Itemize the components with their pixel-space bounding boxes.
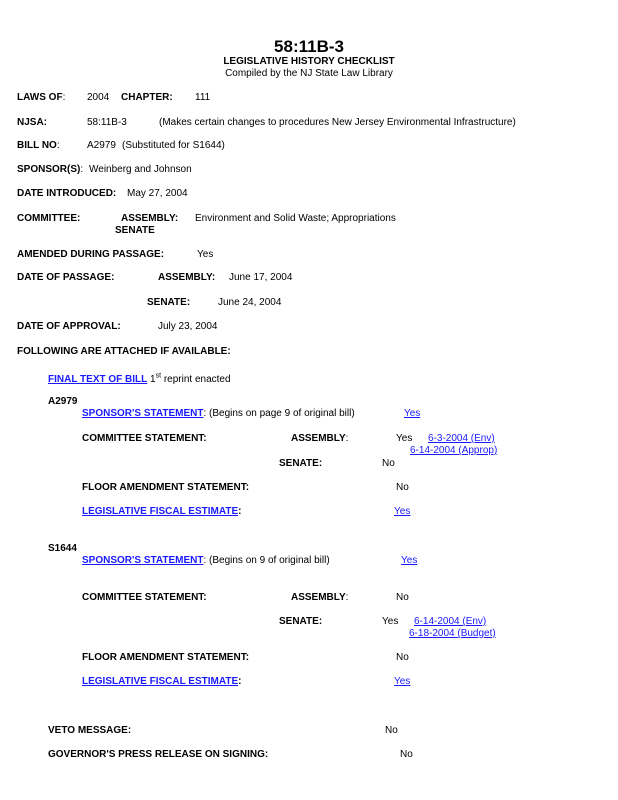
s1644-senate-link-env[interactable]: 6-14-2004 (Env) [414, 616, 487, 627]
passage-assembly-label: ASSEMBLY: [158, 272, 216, 283]
a2979-floor-value: No [396, 482, 409, 493]
date-of-passage-label: DATE OF PASSAGE: [17, 272, 115, 283]
press-release-label: GOVERNOR'S PRESS RELEASE ON SIGNING: [48, 749, 269, 760]
committee-label: COMMITTEE: [17, 213, 81, 224]
committee-assembly-label: ASSEMBLY: [121, 213, 179, 224]
a2979-sponsor-note: : (Begins on page 9 of original bill) [203, 408, 355, 419]
a2979-assembly-link-approp[interactable]: 6-14-2004 (Approp) [410, 445, 498, 456]
s1644-sponsor-row [82, 555, 330, 567]
final-text-ordinal: 1 [150, 374, 156, 385]
s1644-heading: S1644 [48, 543, 77, 554]
a2979-assembly-label: ASSEMBLY [291, 433, 346, 444]
njsa-value: 58:11B-3 [87, 117, 127, 128]
s1644-senate-value: Yes [382, 616, 399, 627]
laws-of-year: 2004 [87, 92, 110, 103]
a2979-sponsor-yes-link[interactable]: Yes [404, 408, 421, 419]
bill-no-label: BILL NO [17, 140, 57, 151]
a2979-assembly-link-env[interactable]: 6-3-2004 (Env) [428, 433, 495, 444]
a2979-heading: A2979 [48, 396, 78, 407]
njsa-description: (Makes certain changes to procedures New Jersey Environmental Infrastructure) [159, 117, 516, 128]
compiled-by: Compiled by the NJ State Law Library [225, 68, 393, 79]
veto-value: No [385, 725, 398, 736]
s1644-fiscal-colon: : [238, 676, 242, 687]
sponsors-row [17, 164, 83, 176]
s1644-sponsor-yes-link[interactable]: Yes [401, 555, 418, 566]
laws-of-colon: : [62, 92, 66, 103]
date-of-approval-label: DATE OF APPROVAL: [17, 321, 121, 332]
page-title: 58:11B-3 [274, 37, 344, 56]
s1644-fiscal-yes-link[interactable]: Yes [394, 676, 411, 687]
laws-of-label: LAWS OF [17, 92, 63, 103]
sponsors-value: Weinberg and Johnson [89, 164, 192, 175]
s1644-committee-label: COMMITTEE STATEMENT: [82, 592, 207, 603]
a2979-floor-label: FLOOR AMENDMENT STATEMENT: [82, 482, 250, 493]
press-release-value: No [400, 749, 413, 760]
s1644-floor-label: FLOOR AMENDMENT STATEMENT: [82, 652, 250, 663]
chapter-value: 111 [195, 92, 211, 103]
s1644-senate-link-budget[interactable]: 6-18-2004 (Budget) [409, 628, 496, 639]
a2979-assembly-value: Yes [396, 433, 413, 444]
passage-senate-label: SENATE: [147, 297, 191, 308]
passage-assembly-value: June 17, 2004 [229, 272, 293, 283]
a2979-senate-label: SENATE: [279, 458, 323, 469]
a2979-sponsor-statement-link[interactable]: SPONSOR'S STATEMENT [82, 408, 204, 419]
s1644-floor-value: No [396, 652, 409, 663]
chapter-label: CHAPTER: [121, 92, 173, 103]
final-text-rest: reprint enacted [161, 374, 231, 385]
s1644-senate-label: SENATE: [279, 616, 323, 627]
s1644-assembly-row [291, 592, 348, 604]
s1644-assembly-colon: : [345, 592, 349, 603]
bill-no-note: (Substituted for S1644) [122, 140, 225, 151]
a2979-sponsor-row [82, 408, 355, 420]
a2979-assembly-colon: : [345, 433, 349, 444]
final-text-ordinal-suffix: st [155, 372, 162, 380]
date-of-approval-value: July 23, 2004 [158, 321, 218, 332]
attached-heading: FOLLOWING ARE ATTACHED IF AVAILABLE: [17, 346, 231, 357]
final-text-link[interactable]: FINAL TEXT OF BILL [48, 374, 148, 385]
date-introduced-value: May 27, 2004 [127, 188, 188, 199]
amended-label: AMENDED DURING PASSAGE: [17, 249, 165, 260]
njsa-label: NJSA: [17, 117, 48, 128]
a2979-senate-value: No [382, 458, 395, 469]
a2979-fiscal-yes-link[interactable]: Yes [394, 506, 411, 517]
laws-of-row [17, 92, 65, 104]
committee-assembly-value: Environment and Solid Waste; Appropriations [195, 213, 396, 224]
s1644-fiscal-estimate-link[interactable]: LEGISLATIVE FISCAL ESTIMATE [82, 676, 239, 687]
bill-no-row [17, 140, 60, 152]
s1644-fiscal-row [82, 676, 241, 688]
sponsors-label: SPONSOR(S) [17, 164, 81, 175]
a2979-fiscal-colon: : [238, 506, 242, 517]
s1644-assembly-value: No [396, 592, 409, 603]
s1644-sponsor-statement-link[interactable]: SPONSOR'S STATEMENT [82, 555, 204, 566]
bill-no-value: A2979 [87, 140, 116, 151]
s1644-sponsor-note: : (Begins on 9 of original bill) [203, 555, 330, 566]
s1644-assembly-label: ASSEMBLY [291, 592, 346, 603]
a2979-fiscal-estimate-link[interactable]: LEGISLATIVE FISCAL ESTIMATE [82, 506, 239, 517]
date-introduced-label: DATE INTRODUCED: [17, 188, 117, 199]
veto-label: VETO MESSAGE: [48, 725, 132, 736]
page-subtitle: LEGISLATIVE HISTORY CHECKLIST [223, 56, 395, 67]
a2979-assembly-row [291, 433, 348, 445]
committee-senate-label: SENATE [115, 225, 155, 236]
sponsors-colon: : [80, 164, 84, 175]
final-text-row [48, 374, 231, 386]
a2979-committee-label: COMMITTEE STATEMENT: [82, 433, 207, 444]
a2979-fiscal-row [82, 506, 241, 518]
bill-no-colon: : [56, 140, 60, 151]
amended-value: Yes [197, 249, 214, 260]
passage-senate-value: June 24, 2004 [218, 297, 282, 308]
